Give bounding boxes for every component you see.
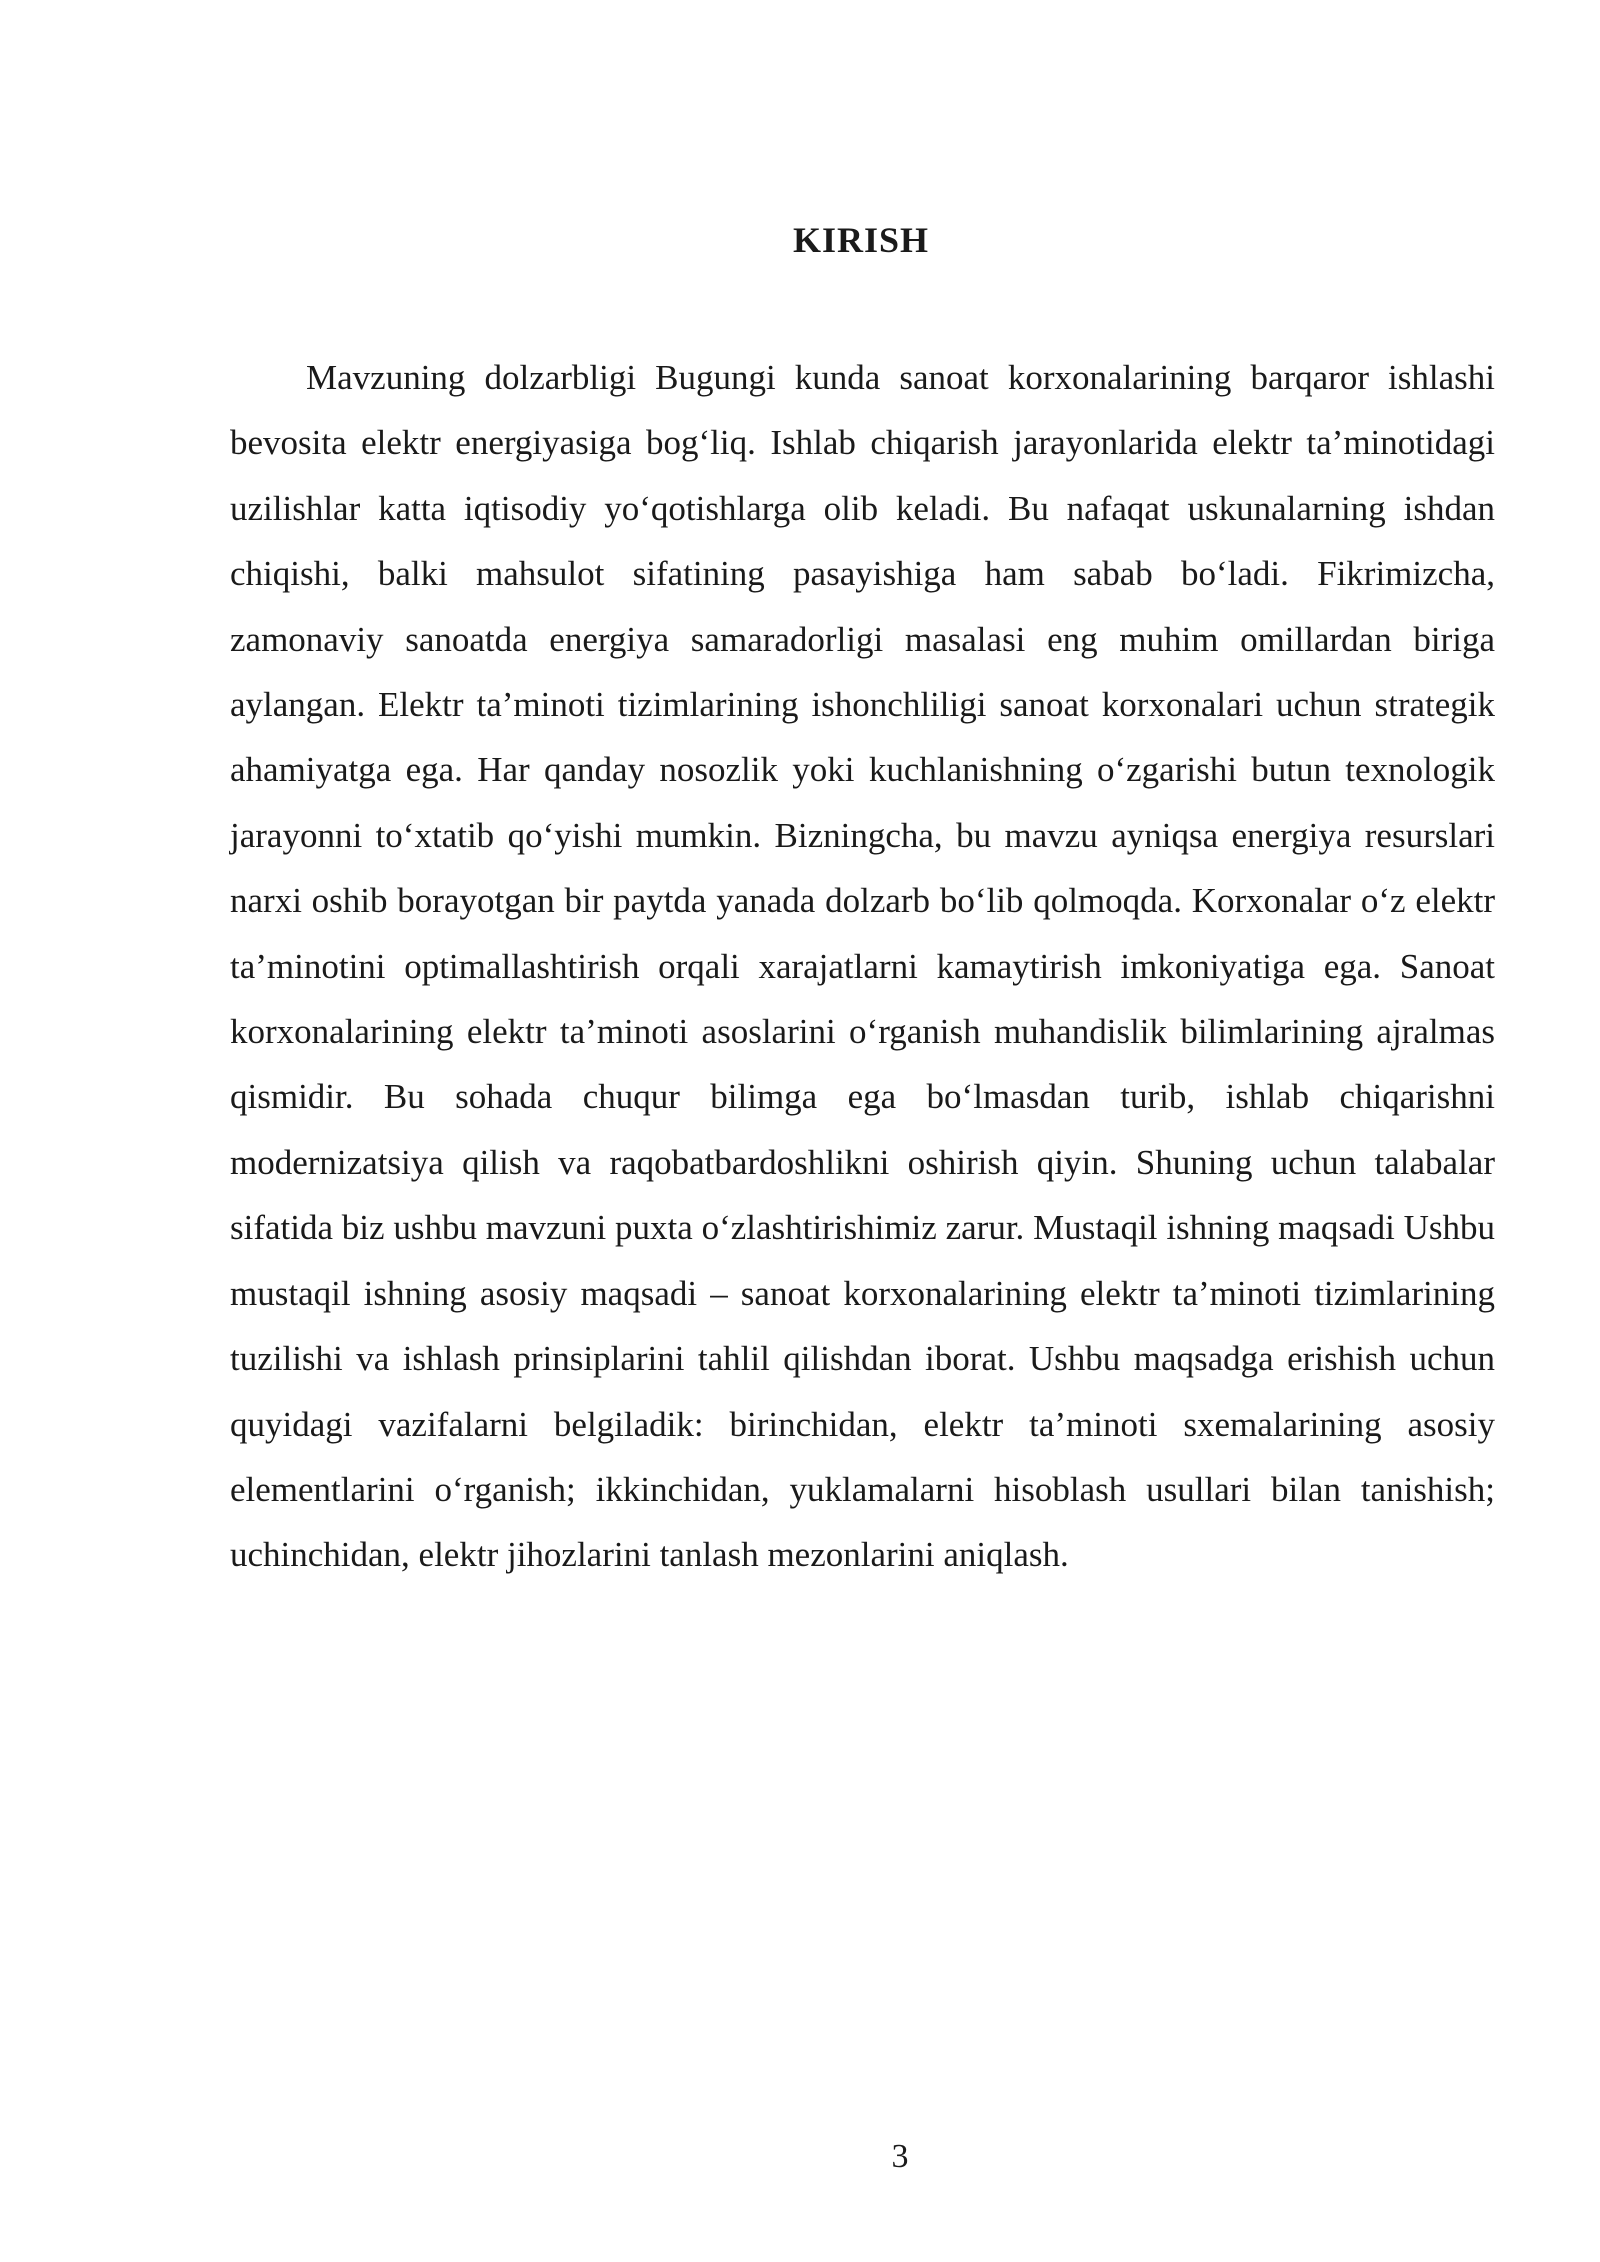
page-number: 3	[891, 2138, 909, 2175]
body-paragraph: Mavzuning dolzarbligi Bugungi kunda sanoat korxonalarining barqaror ishlashi bevosita elektr energiyasiga bog‘liq. Ishlab chiqarish jarayonlarida elektr ta’minotidagi uzilishlar katta iqtisodiy yo‘qotishlarga olib keladi. Bu nafaqat uskunalarning ishdan chiqishi, balki mahsulot sifatining pasayishiga ham sabab bo‘ladi. Fikrimizcha, zamonaviy sanoatda energiya samaradorligi masalasi eng muhim omillardan biriga aylangan. Elektr ta’minoti tizimlarining ishonchliligi sanoat korxonalari uchun strategik ahamiyatga ega. Har qanday nosozlik yoki kuchlanishning o‘zgarishi butun texnologik jarayonni to‘xtatib qo‘yishi mumkin. Bizningcha, bu mavzu ayniqsa energiya resurslari narxi oshib borayotgan bir paytda yanada dolzarb bo‘lib qolmoqda. Korxonalar o‘z elektr ta’minotini optimallashtirish orqali xarajatlarni kamaytirish imkoniyatiga ega. Sanoat korxonalarining elektr ta’minoti asoslarini o‘rganish muhandislik bilimlarining ajralmas qismidir. Bu sohada chuqur bilimga ega bo‘lmasdan turib, ishlab chiqarishni modernizatsiya qilish va raqobatbardoshlikni oshirish qiyin. Shuning uchun talabalar sifatida biz ushbu mavzuni puxta o‘zlashtirishimiz zarur. Mustaqil ishning maqsadi Ushbu mustaqil ishning asosiy maqsadi – sanoat korxonalarining elektr ta’minoti tizimlarining tuzilishi va ishlash prinsiplarini tahlil qilishdan iborat. Ushbu maqsadga erishish uchun quyidagi vazifalarni belgiladik: birinchidan, elektr ta’minoti sxemalarining asosiy elementlarini o‘rganish; ikkinchidan, yuklamalarni hisoblash usullari bilan tanishish; uchinchidan, elektr jihozlarini tanlash mezonlarini aniqlash.	[230, 358, 1495, 1575]
page-title: KIRISH	[792, 220, 930, 260]
